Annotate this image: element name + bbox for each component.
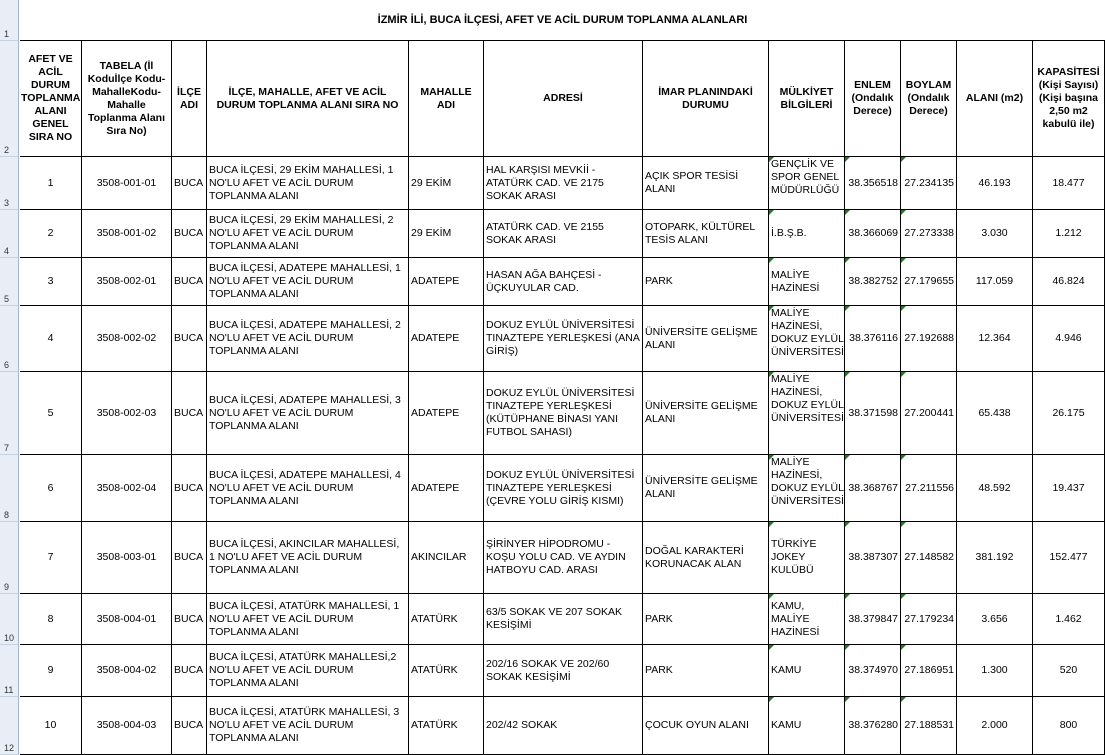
cell-alan-adi[interactable]: BUCA İLÇESİ, ADATEPE MAHALLESİ, 2 NO'LU AFET VE ACİL DURUM TOPLANMA ALANI <box>207 306 409 372</box>
cell-tabela[interactable]: 3508-002-02 <box>82 306 172 372</box>
cell-ilce-adi[interactable]: BUCA <box>172 522 207 594</box>
cell-adres[interactable]: DOKUZ EYLÜL ÜNİVERSİTESİ TINAZTEPE YERLEŞKESİ (ANA GİRİŞ) <box>484 306 643 372</box>
cell-enlem[interactable]: 38.368767 <box>845 455 901 522</box>
cell-boylam[interactable]: 27.179655 <box>901 258 957 306</box>
cell-enlem[interactable]: 38.379847 <box>845 594 901 645</box>
cell-sira-no[interactable]: 8 <box>20 594 82 645</box>
header-mahalle-adi[interactable]: MAHALLE ADI <box>409 41 484 157</box>
cell-kapasite[interactable]: 800 <box>1033 697 1105 755</box>
row-header[interactable] <box>0 157 19 210</box>
cell-tabela[interactable]: 3508-003-01 <box>82 522 172 594</box>
row-number: 11 <box>4 685 14 695</box>
cell-sira-no[interactable]: 1 <box>20 157 82 210</box>
cell-kapasite[interactable]: 4.946 <box>1033 306 1105 372</box>
cell-ilce-adi[interactable]: BUCA <box>172 455 207 522</box>
sheet-title[interactable]: İZMİR İLİ, BUCA İLÇESİ, AFET VE ACİL DURUM TOPLANMA ALANLARI <box>20 0 1105 41</box>
cell-sira-no[interactable]: 4 <box>20 306 82 372</box>
cell-adres[interactable]: 202/42 SOKAK <box>484 697 643 755</box>
cell-enlem[interactable]: 38.356518 <box>845 157 901 210</box>
cell-sira-no[interactable]: 10 <box>20 697 82 755</box>
row-number: 1 <box>4 29 10 39</box>
cell-alan[interactable]: 3.656 <box>957 594 1033 645</box>
cell-mahalle-adi[interactable]: ATATÜRK <box>409 697 484 755</box>
cell-enlem[interactable]: 38.382752 <box>845 258 901 306</box>
cell-ilce-adi[interactable]: BUCA <box>172 306 207 372</box>
cell-alan[interactable]: 1.300 <box>957 645 1033 697</box>
cell-ilce-adi[interactable]: BUCA <box>172 645 207 697</box>
cell-imar-durumu[interactable]: PARK <box>643 645 769 697</box>
cell-sira-no[interactable]: 5 <box>20 372 82 455</box>
row-header[interactable] <box>0 522 19 594</box>
cell-kapasite[interactable]: 152.477 <box>1033 522 1105 594</box>
cell-boylam[interactable]: 27.148582 <box>901 522 957 594</box>
cell-ilce-adi[interactable]: BUCA <box>172 697 207 755</box>
header-sira-no[interactable]: AFET VE ACİL DURUM TOPLANMA ALANI GENEL SIRA NO <box>20 41 82 157</box>
row-header[interactable] <box>0 41 19 157</box>
cell-tabela[interactable]: 3508-002-01 <box>82 258 172 306</box>
cell-imar-durumu[interactable]: ÜNİVERSİTE GELİŞME ALANI <box>643 306 769 372</box>
cell-alan[interactable]: 3.030 <box>957 210 1033 258</box>
cell-boylam[interactable]: 27.188531 <box>901 697 957 755</box>
cell-alan[interactable]: 65.438 <box>957 372 1033 455</box>
cell-sira-no[interactable]: 3 <box>20 258 82 306</box>
cell-alan-adi[interactable]: BUCA İLÇESİ, ADATEPE MAHALLESİ, 4 NO'LU AFET VE ACİL DURUM TOPLANMA ALANI <box>207 455 409 522</box>
cell-enlem[interactable]: 38.387307 <box>845 522 901 594</box>
cell-alan-adi[interactable]: BUCA İLÇESİ, ADATEPE MAHALLESİ, 1 NO'LU AFET VE ACİL DURUM TOPLANMA ALANI <box>207 258 409 306</box>
cell-alan-adi[interactable]: BUCA İLÇESİ, AKINCILAR MAHALLESİ, 1 NO'LU AFET VE ACİL DURUM TOPLANMA ALANI <box>207 522 409 594</box>
row-number: 4 <box>4 246 10 256</box>
cell-kapasite[interactable]: 520 <box>1033 645 1105 697</box>
cell-kapasite[interactable]: 46.824 <box>1033 258 1105 306</box>
header-adres[interactable]: ADRESİ <box>484 41 643 157</box>
header-boylam[interactable]: BOYLAM (Ondalık Derece) <box>901 41 957 157</box>
cell-boylam[interactable]: 27.192688 <box>901 306 957 372</box>
row-header[interactable] <box>0 306 19 372</box>
header-mulkiyet[interactable]: MÜLKİYET BİLGİLERİ <box>769 41 845 157</box>
cell-mahalle-adi[interactable]: 29 EKİM <box>409 157 484 210</box>
cell-imar-durumu[interactable]: PARK <box>643 594 769 645</box>
cell-mulkiyet[interactable]: MALİYE HAZİNESİ, DOKUZ EYLÜL ÜNİVERSİTESİ <box>769 372 845 455</box>
cell-alan-adi[interactable]: BUCA İLÇESİ, 29 EKİM MAHALLESİ, 2 NO'LU AFET VE ACİL DURUM TOPLANMA ALANI <box>207 210 409 258</box>
cell-kapasite[interactable]: 1.212 <box>1033 210 1105 258</box>
cell-adres[interactable]: 202/16 SOKAK VE 202/60 SOKAK KESİŞİMİ <box>484 645 643 697</box>
cell-mulkiyet[interactable]: TÜRKİYE JOKEY KULÜBÜ <box>769 522 845 594</box>
cell-alan[interactable]: 46.193 <box>957 157 1033 210</box>
cell-adres[interactable]: ATATÜRK CAD. VE 2155 SOKAK ARASI <box>484 210 643 258</box>
cell-mulkiyet[interactable]: KAMU, MALİYE HAZİNESİ <box>769 594 845 645</box>
cell-imar-durumu[interactable]: PARK <box>643 258 769 306</box>
row-number: 10 <box>4 633 15 643</box>
row-header[interactable] <box>0 594 19 645</box>
cell-mahalle-adi[interactable]: ADATEPE <box>409 258 484 306</box>
cell-enlem[interactable]: 38.374970 <box>845 645 901 697</box>
cell-mulkiyet[interactable]: MALİYE HAZİNESİ, DOKUZ EYLÜL ÜNİVERSİTESİ <box>769 306 845 372</box>
cell-adres[interactable]: DOKUZ EYLÜL ÜNİVERSİTESİ TINAZTEPE YERLEŞKESİ (KÜTÜPHANE BİNASI YANI FUTBOL SAHASI) <box>484 372 643 455</box>
row-number: 8 <box>4 510 10 520</box>
row-number: 12 <box>4 743 15 753</box>
cell-imar-durumu[interactable]: ÜNİVERSİTE GELİŞME ALANI <box>643 372 769 455</box>
row-header[interactable] <box>0 210 19 258</box>
cell-enlem[interactable]: 38.366069 <box>845 210 901 258</box>
cell-boylam[interactable]: 27.200441 <box>901 372 957 455</box>
cell-tabela[interactable]: 3508-002-03 <box>82 372 172 455</box>
cell-alan-adi[interactable]: BUCA İLÇESİ, ATATÜRK MAHALLESİ, 3 NO'LU AFET VE ACİL DURUM TOPLANMA ALANI <box>207 697 409 755</box>
row-header[interactable] <box>0 258 19 306</box>
cell-boylam[interactable]: 27.186951 <box>901 645 957 697</box>
cell-sira-no[interactable]: 2 <box>20 210 82 258</box>
cell-alan[interactable]: 12.364 <box>957 306 1033 372</box>
row-header[interactable] <box>0 0 19 41</box>
cell-alan[interactable]: 2.000 <box>957 697 1033 755</box>
cell-mahalle-adi[interactable]: ADATEPE <box>409 306 484 372</box>
row-number: 3 <box>4 198 10 208</box>
cell-alan-adi[interactable]: BUCA İLÇESİ, ATATÜRK MAHALLESİ,2 NO'LU AFET VE ACİL DURUM TOPLANMA ALANI <box>207 645 409 697</box>
header-tabela[interactable]: TABELA (İl Koduİlçe Kodu-MahalleKodu-Mahalle Toplanma Alanı Sıra No) <box>82 41 172 157</box>
cell-tabela[interactable]: 3508-004-02 <box>82 645 172 697</box>
cell-mulkiyet[interactable]: KAMU <box>769 645 845 697</box>
cell-alan[interactable]: 381.192 <box>957 522 1033 594</box>
cell-sira-no[interactable]: 6 <box>20 455 82 522</box>
row-header[interactable] <box>0 645 19 697</box>
row-number: 2 <box>4 145 10 155</box>
cell-ilce-adi[interactable]: BUCA <box>172 157 207 210</box>
cell-imar-durumu[interactable]: AÇIK SPOR TESİSİ ALANI <box>643 157 769 210</box>
cell-kapasite[interactable]: 18.477 <box>1033 157 1105 210</box>
cell-adres[interactable]: 63/5 SOKAK VE 207 SOKAK KESİŞİMİ <box>484 594 643 645</box>
cell-kapasite[interactable]: 1.462 <box>1033 594 1105 645</box>
cell-ilce-adi[interactable]: BUCA <box>172 210 207 258</box>
cell-adres[interactable]: DOKUZ EYLÜL ÜNİVERSİTESİ TINAZTEPE YERLEŞKESİ (ÇEVRE YOLU GİRİŞ KISMI) <box>484 455 643 522</box>
cell-alan-adi[interactable]: BUCA İLÇESİ, 29 EKİM MAHALLESİ, 1 NO'LU AFET VE ACİL DURUM TOPLANMA ALANI <box>207 157 409 210</box>
cell-mahalle-adi[interactable]: ATATÜRK <box>409 645 484 697</box>
cell-mulkiyet[interactable]: KAMU <box>769 697 845 755</box>
cell-boylam[interactable]: 27.273338 <box>901 210 957 258</box>
header-enlem[interactable]: ENLEM (Ondalık Derece) <box>845 41 901 157</box>
cell-sira-no[interactable]: 7 <box>20 522 82 594</box>
cell-ilce-adi[interactable]: BUCA <box>172 594 207 645</box>
cell-adres[interactable]: ŞİRİNYER HİPODROMU - KOŞU YOLU CAD. VE AYDIN HATBOYU CAD. ARASI <box>484 522 643 594</box>
cell-imar-durumu[interactable]: OTOPARK, KÜLTÜREL TESİS ALANI <box>643 210 769 258</box>
cell-mahalle-adi[interactable]: 29 EKİM <box>409 210 484 258</box>
header-kapasite[interactable]: KAPASİTESİ (Kişi Sayısı) (Kişi başına 2,50 m2 kabulü ile) <box>1033 41 1105 157</box>
cell-kapasite[interactable]: 26.175 <box>1033 372 1105 455</box>
header-alan[interactable]: ALANI (m2) <box>957 41 1033 157</box>
cell-mahalle-adi[interactable]: AKINCILAR <box>409 522 484 594</box>
cell-alan-adi[interactable]: BUCA İLÇESİ, ATATÜRK MAHALLESİ, 1 NO'LU AFET VE ACİL DURUM TOPLANMA ALANI <box>207 594 409 645</box>
cell-mahalle-adi[interactable]: ADATEPE <box>409 455 484 522</box>
cell-mahalle-adi[interactable]: ATATÜRK <box>409 594 484 645</box>
cell-adres[interactable]: HAL KARŞISI MEVKİİ - ATATÜRK CAD. VE 2175 SOKAK ARASI <box>484 157 643 210</box>
cell-tabela[interactable]: 3508-001-01 <box>82 157 172 210</box>
cell-boylam[interactable]: 27.211556 <box>901 455 957 522</box>
row-number: 7 <box>4 443 10 453</box>
cell-sira-no[interactable]: 9 <box>20 645 82 697</box>
cell-imar-durumu[interactable]: DOĞAL KARAKTERİ KORUNACAK ALAN <box>643 522 769 594</box>
header-alan-adi[interactable]: İLÇE, MAHALLE, AFET VE ACİL DURUM TOPLANMA ALANI SIRA NO <box>207 41 409 157</box>
cell-mulkiyet[interactable]: İ.B.Ş.B. <box>769 210 845 258</box>
row-header[interactable] <box>0 455 19 522</box>
header-imar-durumu[interactable]: İMAR PLANINDAKİ DURUMU <box>643 41 769 157</box>
cell-alan[interactable]: 117.059 <box>957 258 1033 306</box>
cell-alan[interactable]: 48.592 <box>957 455 1033 522</box>
row-number: 5 <box>4 294 10 304</box>
cell-ilce-adi[interactable]: BUCA <box>172 372 207 455</box>
cell-mulkiyet[interactable]: MALİYE HAZİNESİ, DOKUZ EYLÜL ÜNİVERSİTESİ <box>769 455 845 522</box>
cell-tabela[interactable]: 3508-002-04 <box>82 455 172 522</box>
cell-ilce-adi[interactable]: BUCA <box>172 258 207 306</box>
cell-enlem[interactable]: 38.376116 <box>845 306 901 372</box>
header-ilce-adi[interactable]: İLÇE ADI <box>172 41 207 157</box>
cell-adres[interactable]: HASAN AĞA BAHÇESİ - ÜÇKUYULAR CAD. <box>484 258 643 306</box>
cell-mahalle-adi[interactable]: ADATEPE <box>409 372 484 455</box>
cell-enlem[interactable]: 38.376280 <box>845 697 901 755</box>
cell-mulkiyet[interactable]: MALİYE HAZİNESİ <box>769 258 845 306</box>
cell-enlem[interactable]: 38.371598 <box>845 372 901 455</box>
row-number: 6 <box>4 360 10 370</box>
cell-kapasite[interactable]: 19.437 <box>1033 455 1105 522</box>
cell-tabela[interactable]: 3508-004-01 <box>82 594 172 645</box>
cell-tabela[interactable]: 3508-001-02 <box>82 210 172 258</box>
row-header[interactable] <box>0 372 19 455</box>
cell-tabela[interactable]: 3508-004-03 <box>82 697 172 755</box>
cell-mulkiyet[interactable]: GENÇLİK VE SPOR GENEL MÜDÜRLÜĞÜ <box>769 157 845 210</box>
cell-boylam[interactable]: 27.234135 <box>901 157 957 210</box>
cell-imar-durumu[interactable]: ÜNİVERSİTE GELİŞME ALANI <box>643 455 769 522</box>
row-header[interactable] <box>0 697 19 755</box>
cell-boylam[interactable]: 27.179234 <box>901 594 957 645</box>
cell-imar-durumu[interactable]: ÇOCUK OYUN ALANI <box>643 697 769 755</box>
row-number: 9 <box>4 582 10 592</box>
cell-alan-adi[interactable]: BUCA İLÇESİ, ADATEPE MAHALLESİ, 3 NO'LU AFET VE ACİL DURUM TOPLANMA ALANI <box>207 372 409 455</box>
